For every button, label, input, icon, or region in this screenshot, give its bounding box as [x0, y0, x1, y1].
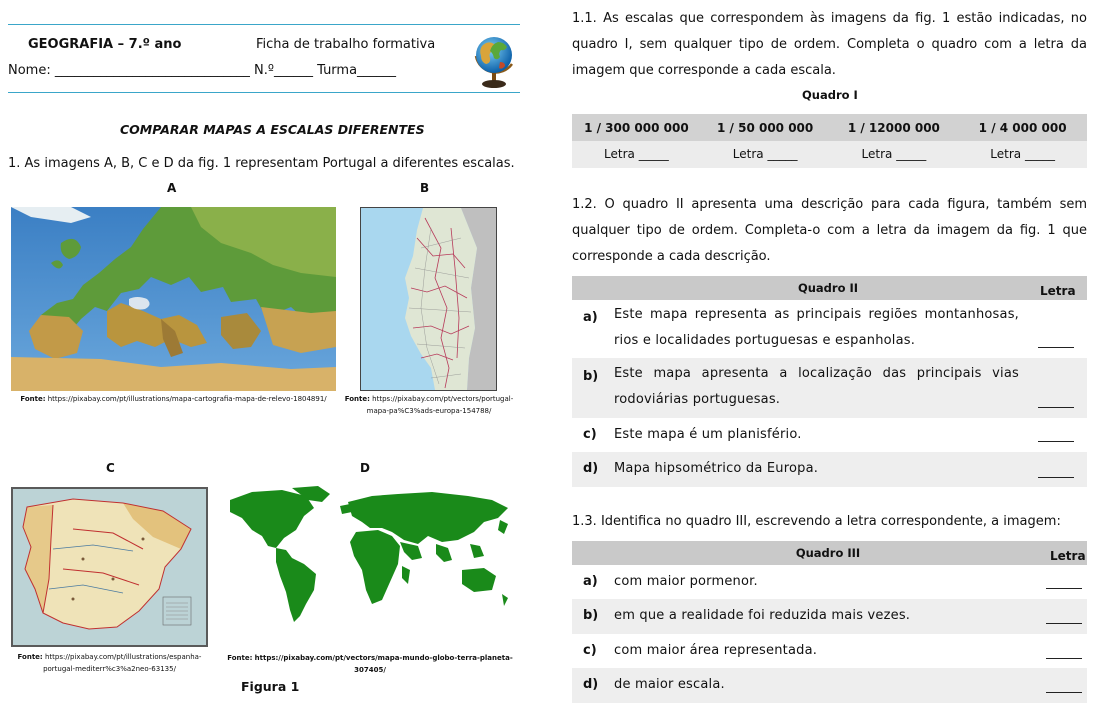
row-key: d)	[583, 461, 599, 476]
map-a-europe-relief	[11, 207, 336, 391]
scale-cell: 1 / 50 000 000	[717, 121, 814, 135]
letter-answer-blank[interactable]	[1038, 477, 1074, 478]
header-bottom-rule	[8, 92, 520, 93]
letter-answer-blank[interactable]	[1046, 623, 1082, 624]
map-c-iberian-peninsula	[11, 487, 208, 647]
quadro-iii-title: Quadro III	[795, 546, 861, 560]
map-a-source: Fonte: https://pixabay.com/pt/illustrations/mapa-cartografia-mapa-de-relevo-1804891/	[20, 395, 327, 403]
row-key: c)	[583, 427, 597, 442]
map-b-source: Fonte: https://pixabay.com/pt/vectors/portugal-mapa-pa%C3%ads-europa-154788/	[344, 395, 514, 415]
quadro-i-letters-row	[572, 141, 1087, 168]
quadro-iii-row-c	[572, 634, 1087, 668]
row-description: de maior escala.	[614, 677, 725, 692]
row-key: a)	[583, 574, 598, 589]
quadro-iii-row-a	[572, 565, 1087, 599]
q1-3-text: 1.3. Identifica no quadro III, escrevendo a letra correspondente, a imagem:	[572, 514, 1061, 529]
map-c-letter: C	[106, 461, 115, 475]
quadro-ii-table	[572, 276, 1087, 487]
quadro-iii-table	[572, 541, 1087, 703]
row-key: a)	[583, 310, 598, 325]
letter-answer-field[interactable]: Letra _____	[732, 147, 798, 161]
row-key: b)	[583, 608, 599, 623]
q1-2-text: 1.2. O quadro II apresenta uma descrição para cada figura, também sem qualquer tipo de ordem. Completa-o com a letra da imagem da fig. 1 que corresponde a cada descrição.	[572, 197, 1087, 264]
header-subtitle: Ficha de trabalho formativa	[256, 37, 436, 52]
map-d-source: Fonte: https://pixabay.com/pt/vectors/mapa-mundo-globo-terra-planeta-307405/	[227, 654, 513, 674]
map-b-letter: B	[420, 181, 430, 195]
section-title: COMPARAR MAPAS A ESCALAS DIFERENTES	[120, 122, 425, 137]
quadro-ii-header	[572, 276, 1087, 300]
row-key: b)	[583, 369, 599, 384]
header-top-rule	[8, 24, 520, 25]
header-title: GEOGRAFIA – 7.º ano	[28, 37, 182, 52]
map-d-world	[222, 486, 518, 638]
row-description: em que a realidade foi reduzida mais vezes.	[614, 608, 911, 623]
letter-answer-field[interactable]: Letra _____	[861, 147, 927, 161]
quadro-ii-title: Quadro II	[797, 281, 859, 295]
row-key: c)	[583, 643, 597, 658]
map-c-source: Fonte: https://pixabay.com/pt/illustrations/espanha-portugal-mediterr%c3%a2neo-63135/	[17, 653, 202, 673]
student-info-line[interactable]: Nome: ______________________________ N.º______ Turma______	[8, 63, 397, 78]
letter-answer-blank[interactable]	[1038, 347, 1074, 348]
letter-answer-field[interactable]: Letra _____	[990, 147, 1055, 161]
scale-cell: 1 / 300 000 000	[584, 121, 689, 135]
letter-answer-blank[interactable]	[1046, 658, 1082, 659]
map-a-letter: A	[167, 181, 177, 195]
scale-cell: 1 / 4 000 000	[978, 121, 1067, 135]
row-description: Mapa hipsométrico da Europa.	[614, 461, 819, 476]
quadro-iii-row-d	[572, 668, 1087, 703]
row-key: d)	[583, 677, 599, 692]
globe-icon	[470, 30, 518, 90]
quadro-i-scales-row	[572, 114, 1087, 141]
quadro-i-title: Quadro I	[802, 88, 858, 102]
q1-1-text: 1.1. As escalas que correspondem às imagens da fig. 1 estão indicadas, no quadro I, sem qualquer tipo de ordem. Completa o quadro com a letra da imagem que corresponde a cada escala.	[572, 11, 1087, 78]
figure-caption: Figura 1	[241, 679, 300, 694]
quadro-ii-row-b	[572, 358, 1087, 418]
row-description: com maior área representada.	[614, 643, 818, 658]
letter-answer-blank[interactable]	[1038, 441, 1074, 442]
quadro-ii-letter-header: Letra	[1040, 284, 1076, 298]
map-d-letter: D	[360, 461, 370, 475]
letter-answer-blank[interactable]	[1038, 407, 1074, 408]
quadro-ii-row-a	[572, 300, 1087, 358]
letter-answer-blank[interactable]	[1046, 692, 1082, 693]
letter-answer-field[interactable]: Letra _____	[604, 147, 669, 161]
quadro-i-table	[572, 114, 1087, 168]
map-b-portugal-roads	[360, 207, 497, 391]
row-description: Este mapa apresenta a localização das principais vias rodoviárias portuguesas.	[614, 366, 1019, 407]
quadro-iii-row-b	[572, 599, 1087, 634]
quadro-iii-header	[572, 541, 1087, 565]
intro-question: 1. As imagens A, B, C e D da fig. 1 representam Portugal a diferentes escalas.	[8, 156, 515, 171]
quadro-iii-letter-header: Letra	[1050, 549, 1086, 563]
quadro-ii-row-c	[572, 418, 1087, 452]
row-description: Este mapa representa as principais regiões montanhosas, rios e localidades portuguesas e espanholas.	[614, 307, 1019, 348]
row-description: Este mapa é um planisfério.	[614, 427, 802, 442]
scale-cell: 1 / 12000 000	[847, 121, 940, 135]
quadro-ii-row-d	[572, 452, 1087, 487]
letter-answer-blank[interactable]	[1046, 588, 1082, 589]
row-description: com maior pormenor.	[614, 574, 758, 589]
